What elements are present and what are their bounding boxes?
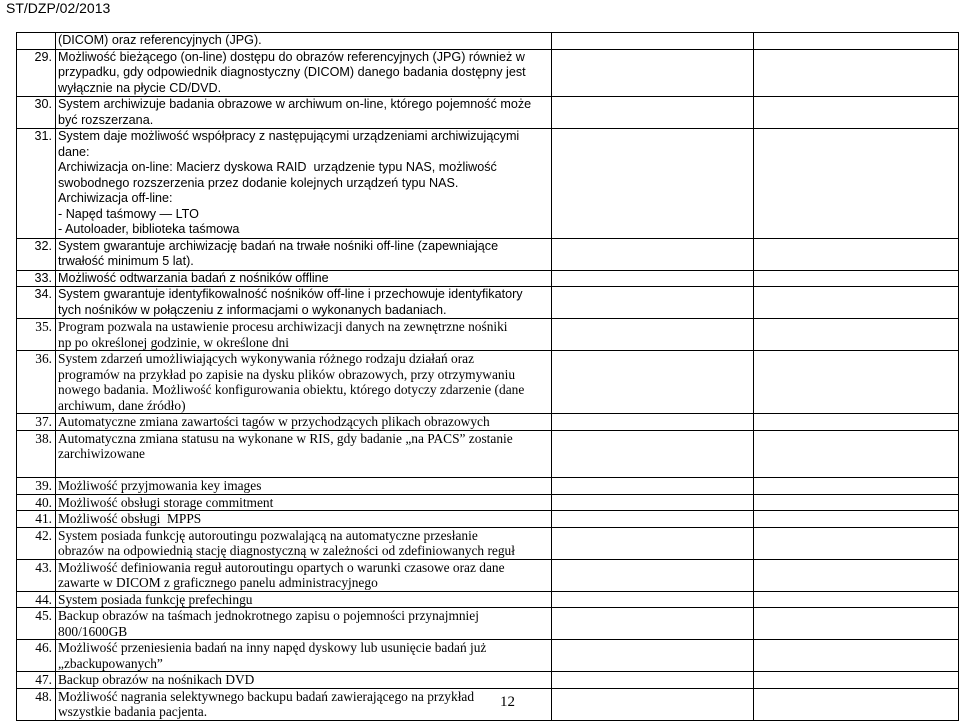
item-number: 30.: [17, 97, 56, 129]
item-number: 43.: [17, 559, 56, 591]
answer-cell: [552, 672, 754, 689]
answer-cell: [552, 49, 754, 97]
description-line: Możliwość odtwarzania badań z nośników offline: [58, 270, 329, 285]
document-id: ST/DZP/02/2013: [6, 0, 111, 16]
remarks-cell: [754, 688, 959, 720]
description-line: trwałość minimum 5 lat).: [58, 254, 194, 268]
description-line: Możliwość przyjmowania key images: [58, 478, 262, 493]
item-description: [56, 608, 552, 640]
description-line: System daje możliwość współpracy z następującymi urządzeniami archiwizującymi: [58, 129, 520, 143]
description-line: Możliwość przeniesienia badań na inny napęd dyskowy lub usunięcie badań już: [58, 640, 487, 655]
table-row: [17, 559, 959, 591]
table-row: [17, 287, 959, 319]
item-description: [56, 414, 552, 431]
description-line: zarchiwizowane: [58, 446, 145, 461]
item-description: [56, 49, 552, 97]
item-description: [56, 270, 552, 287]
answer-cell: [552, 494, 754, 511]
item-number: 40.: [17, 494, 56, 511]
table-row: [17, 238, 959, 270]
remarks-cell: [754, 287, 959, 319]
description-line: System zdarzeń umożliwiających wykonywania różnego rodzaju działań oraz: [58, 351, 475, 366]
item-number: 29.: [17, 49, 56, 97]
table-row: [17, 129, 959, 239]
answer-cell: [552, 351, 754, 414]
table-row: [17, 640, 959, 672]
item-description: [56, 511, 552, 528]
description-line: archiwum, dane źródło): [58, 397, 186, 413]
remarks-cell: [754, 527, 959, 559]
description-line: Automatyczne zmiana zawartości tagów w przychodzących plikach obrazowych: [58, 414, 490, 429]
item-number: 34.: [17, 287, 56, 319]
item-description: [56, 559, 552, 591]
remarks-cell: [754, 559, 959, 591]
table-row: [17, 414, 959, 431]
description-line: Możliwość obsługi storage commitment: [58, 494, 274, 510]
item-number: 33.: [17, 270, 56, 287]
remarks-cell: [754, 319, 959, 351]
item-description: [56, 287, 552, 319]
description-line: Możliwość obsługi MPPS: [58, 511, 202, 526]
remarks-cell: [754, 430, 959, 478]
item-number: [17, 33, 56, 50]
table-row: [17, 672, 959, 689]
description-line: obrazów na odpowiednią stację diagnostyczną w zależności od zdefiniowanych reguł: [58, 543, 515, 558]
table-row: [17, 511, 959, 528]
item-description: [56, 640, 552, 672]
remarks-cell: [754, 414, 959, 431]
description-line: tych nośników w połączeniu z informacjami o wykonanych badaniach.: [58, 302, 447, 317]
table-row: [17, 478, 959, 495]
item-number: 44.: [17, 591, 56, 608]
item-number: 39.: [17, 478, 56, 495]
description-line: - Napęd taśmowy — LTO: [58, 206, 199, 221]
table-row: [17, 430, 959, 478]
item-description: [56, 129, 552, 239]
page-number: 12: [500, 694, 515, 710]
remarks-cell: [754, 478, 959, 495]
item-description: [56, 591, 552, 608]
description-line: np po określonej godzinie, w określone dni: [58, 334, 289, 350]
item-description: [56, 527, 552, 559]
answer-cell: [552, 97, 754, 129]
answer-cell: [552, 414, 754, 431]
description-line: Program pozwala na ustawienie procesu archiwizacji danych na zewnętrzne nośniki: [58, 319, 508, 334]
description-line: być rozszerzana.: [58, 112, 154, 127]
description-line: Archiwizacja on-line: Macierz dyskowa RAID urządzenie typu NAS, możliwość: [58, 160, 497, 174]
answer-cell: [552, 287, 754, 319]
item-number: 37.: [17, 414, 56, 431]
remarks-cell: [754, 351, 959, 414]
description-line: Możliwość nagrania selektywnego backupu badań zawierającego na przykład: [58, 688, 475, 704]
description-line: System archiwizuje badania obrazowe w archiwum on-line, którego pojemność może: [58, 97, 532, 111]
table-row: [17, 49, 959, 97]
table-row: [17, 494, 959, 511]
item-description: [56, 672, 552, 689]
remarks-cell: [754, 672, 959, 689]
remarks-cell: [754, 640, 959, 672]
item-description: [56, 33, 552, 50]
answer-cell: [552, 33, 754, 50]
item-number: 46.: [17, 640, 56, 672]
description-line: programów na przykład po zapisie na dysku plików obrazowych, przy otrzymywaniu: [58, 366, 516, 382]
answer-cell: [552, 270, 754, 287]
description-line: nowego badania. Możliwość konfigurowania obiektu, którego dotyczy zdarzenie (dane: [58, 382, 525, 397]
item-number: 47.: [17, 672, 56, 689]
item-number: 42.: [17, 527, 56, 559]
item-description: [56, 494, 552, 511]
description-line: System gwarantuje archiwizację badań na trwałe nośniki off-line (zapewniające: [58, 238, 499, 253]
table-row: [17, 270, 959, 287]
description-line: przypadku, gdy odpowiednik diagnostyczny (DICOM) danego badania dostępny jest: [58, 65, 526, 79]
description-line: System posiada funkcję autoroutingu pozwalającą na automatyczne przesłanie: [58, 527, 478, 543]
description-line: Archiwizacja off-line:: [58, 191, 173, 205]
remarks-cell: [754, 494, 959, 511]
answer-cell: [552, 688, 754, 720]
item-number: 35.: [17, 319, 56, 351]
answer-cell: [552, 430, 754, 478]
table-row: [17, 33, 959, 50]
description-line: 800/1600GB: [58, 623, 128, 639]
item-number: 45.: [17, 608, 56, 640]
item-number: 36.: [17, 351, 56, 414]
table-row: [17, 608, 959, 640]
item-description: [56, 97, 552, 129]
description-line: - Autoloader, biblioteka taśmowa: [58, 222, 240, 236]
description-line: „zbackupowanych”: [58, 655, 163, 671]
remarks-cell: [754, 129, 959, 239]
description-line: Automatyczna zmiana statusu na wykonane w RIS, gdy badanie „na PACS” zostanie: [58, 430, 513, 446]
table-row: [17, 591, 959, 608]
remarks-cell: [754, 49, 959, 97]
description-line: Backup obrazów na taśmach jednokrotnego zapisu o pojemności przynajmniej: [58, 608, 479, 623]
description-line: System posiada funkcję prefechingu: [58, 591, 253, 607]
table-row: [17, 97, 959, 129]
item-description: [56, 688, 552, 720]
answer-cell: [552, 527, 754, 559]
answer-cell: [552, 591, 754, 608]
description-line: swobodnego rozszerzenia przez dodanie kolejnych urządzeń typu NAS.: [58, 175, 459, 190]
description-line: [58, 462, 549, 478]
table-row: [17, 688, 959, 720]
table-row: [17, 319, 959, 351]
item-description: [56, 351, 552, 414]
description-line: Backup obrazów na nośnikach DVD: [58, 672, 255, 687]
answer-cell: [552, 511, 754, 528]
answer-cell: [552, 608, 754, 640]
answer-cell: [552, 129, 754, 239]
remarks-cell: [754, 591, 959, 608]
answer-cell: [552, 478, 754, 495]
item-number: 48.: [17, 688, 56, 720]
answer-cell: [552, 238, 754, 270]
description-line: dane:: [58, 144, 90, 159]
remarks-cell: [754, 511, 959, 528]
description-line: zawarte w DICOM z graficznego panelu administracyjnego: [58, 575, 378, 590]
description-line: wyłącznie na płycie CD/DVD.: [58, 80, 222, 95]
description-line: (DICOM) oraz referencyjnych (JPG).: [58, 33, 262, 47]
item-number: 31.: [17, 129, 56, 239]
remarks-cell: [754, 270, 959, 287]
item-description: [56, 430, 552, 478]
description-line: Możliwość definiowania reguł autoroutingu opartych o warunki czasowe oraz dane: [58, 559, 505, 575]
description-line: Możliwość bieżącego (on-line) dostępu do obrazów referencyjnych (JPG) również w: [58, 49, 525, 64]
item-description: [56, 319, 552, 351]
description-line: wszystkie badania pacjenta.: [58, 704, 208, 719]
remarks-cell: [754, 608, 959, 640]
table-row: [17, 527, 959, 559]
item-number: 38.: [17, 430, 56, 478]
requirements-table-body: [17, 33, 959, 721]
remarks-cell: [754, 97, 959, 129]
description-line: System gwarantuje identyfikowalność nośników off-line i przechowuje identyfikatory: [58, 287, 523, 301]
remarks-cell: [754, 33, 959, 50]
remarks-cell: [754, 238, 959, 270]
item-number: 41.: [17, 511, 56, 528]
requirements-table: [16, 32, 959, 721]
item-description: [56, 478, 552, 495]
answer-cell: [552, 559, 754, 591]
answer-cell: [552, 640, 754, 672]
item-number: 32.: [17, 238, 56, 270]
answer-cell: [552, 319, 754, 351]
table-row: [17, 351, 959, 414]
item-description: [56, 238, 552, 270]
